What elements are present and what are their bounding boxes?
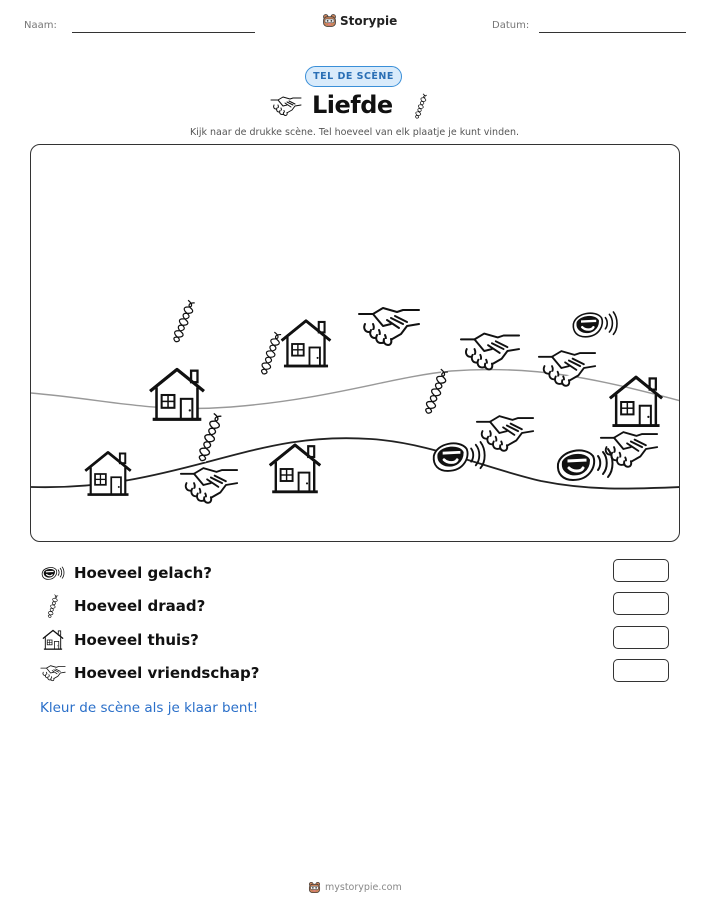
question-row-thread: [40, 594, 205, 618]
bear-logo-icon: [322, 13, 337, 28]
page-title: Liefde: [312, 91, 393, 119]
question-row-home: [40, 628, 199, 652]
laughing-mouth-icon: [434, 442, 485, 471]
handshake-icon: [270, 94, 302, 118]
handshake-icon: [359, 308, 419, 345]
laughing-mouth-icon: [573, 312, 617, 337]
brand-name: Storypie: [340, 13, 398, 28]
bear-logo-icon: [308, 881, 321, 894]
name-line[interactable]: [72, 32, 255, 33]
footer: [308, 881, 402, 894]
house-icon: [270, 445, 320, 492]
laughing-mouth-icon: [40, 561, 66, 585]
instructions-text: Kijk naar de drukke scène. Tel hoeveel van elk plaatje je kunt vinden.: [190, 127, 519, 138]
date-line[interactable]: [539, 32, 686, 33]
rope-icon: [40, 594, 66, 618]
brand-logo: [322, 13, 397, 28]
house-icon: [85, 452, 130, 494]
name-label: Naam:: [24, 20, 57, 31]
activity-badge: TEL DE SCÈNE: [305, 66, 402, 87]
question-label: Hoeveel gelach?: [74, 564, 212, 582]
answer-box-laughter[interactable]: [613, 559, 669, 582]
house-icon: [282, 321, 331, 366]
handshake-icon: [539, 351, 595, 386]
house-icon: [150, 369, 204, 419]
rope-icon: [410, 90, 433, 121]
handshake-icon: [461, 334, 519, 370]
answer-box-home[interactable]: [613, 626, 669, 649]
question-label: Hoeveel thuis?: [74, 631, 199, 649]
rope-icon: [259, 330, 283, 375]
date-label: Datum:: [492, 20, 530, 31]
scene-drawing: [31, 145, 680, 542]
handshake-icon: [477, 416, 533, 451]
handshake-icon: [181, 468, 237, 503]
closing-instruction: Kleur de scène als je klaar bent!: [40, 700, 259, 716]
question-label: Hoeveel draad?: [74, 597, 206, 615]
footer-url[interactable]: mystorypie.com: [325, 882, 402, 893]
scene-mouths: [434, 312, 617, 480]
answer-box-thread[interactable]: [613, 592, 669, 615]
question-row-laughter: [40, 561, 212, 585]
counting-scene: [30, 144, 680, 542]
rope-icon: [171, 299, 196, 344]
question-label: Hoeveel vriendschap?: [74, 664, 260, 682]
question-row-friendship: [40, 661, 260, 685]
answer-box-friendship[interactable]: [613, 659, 669, 682]
house-icon: [610, 377, 662, 425]
laughing-mouth-icon: [558, 449, 613, 480]
house-icon: [40, 628, 66, 652]
hill-back-line: [31, 369, 680, 408]
handshake-icon: [40, 661, 66, 685]
